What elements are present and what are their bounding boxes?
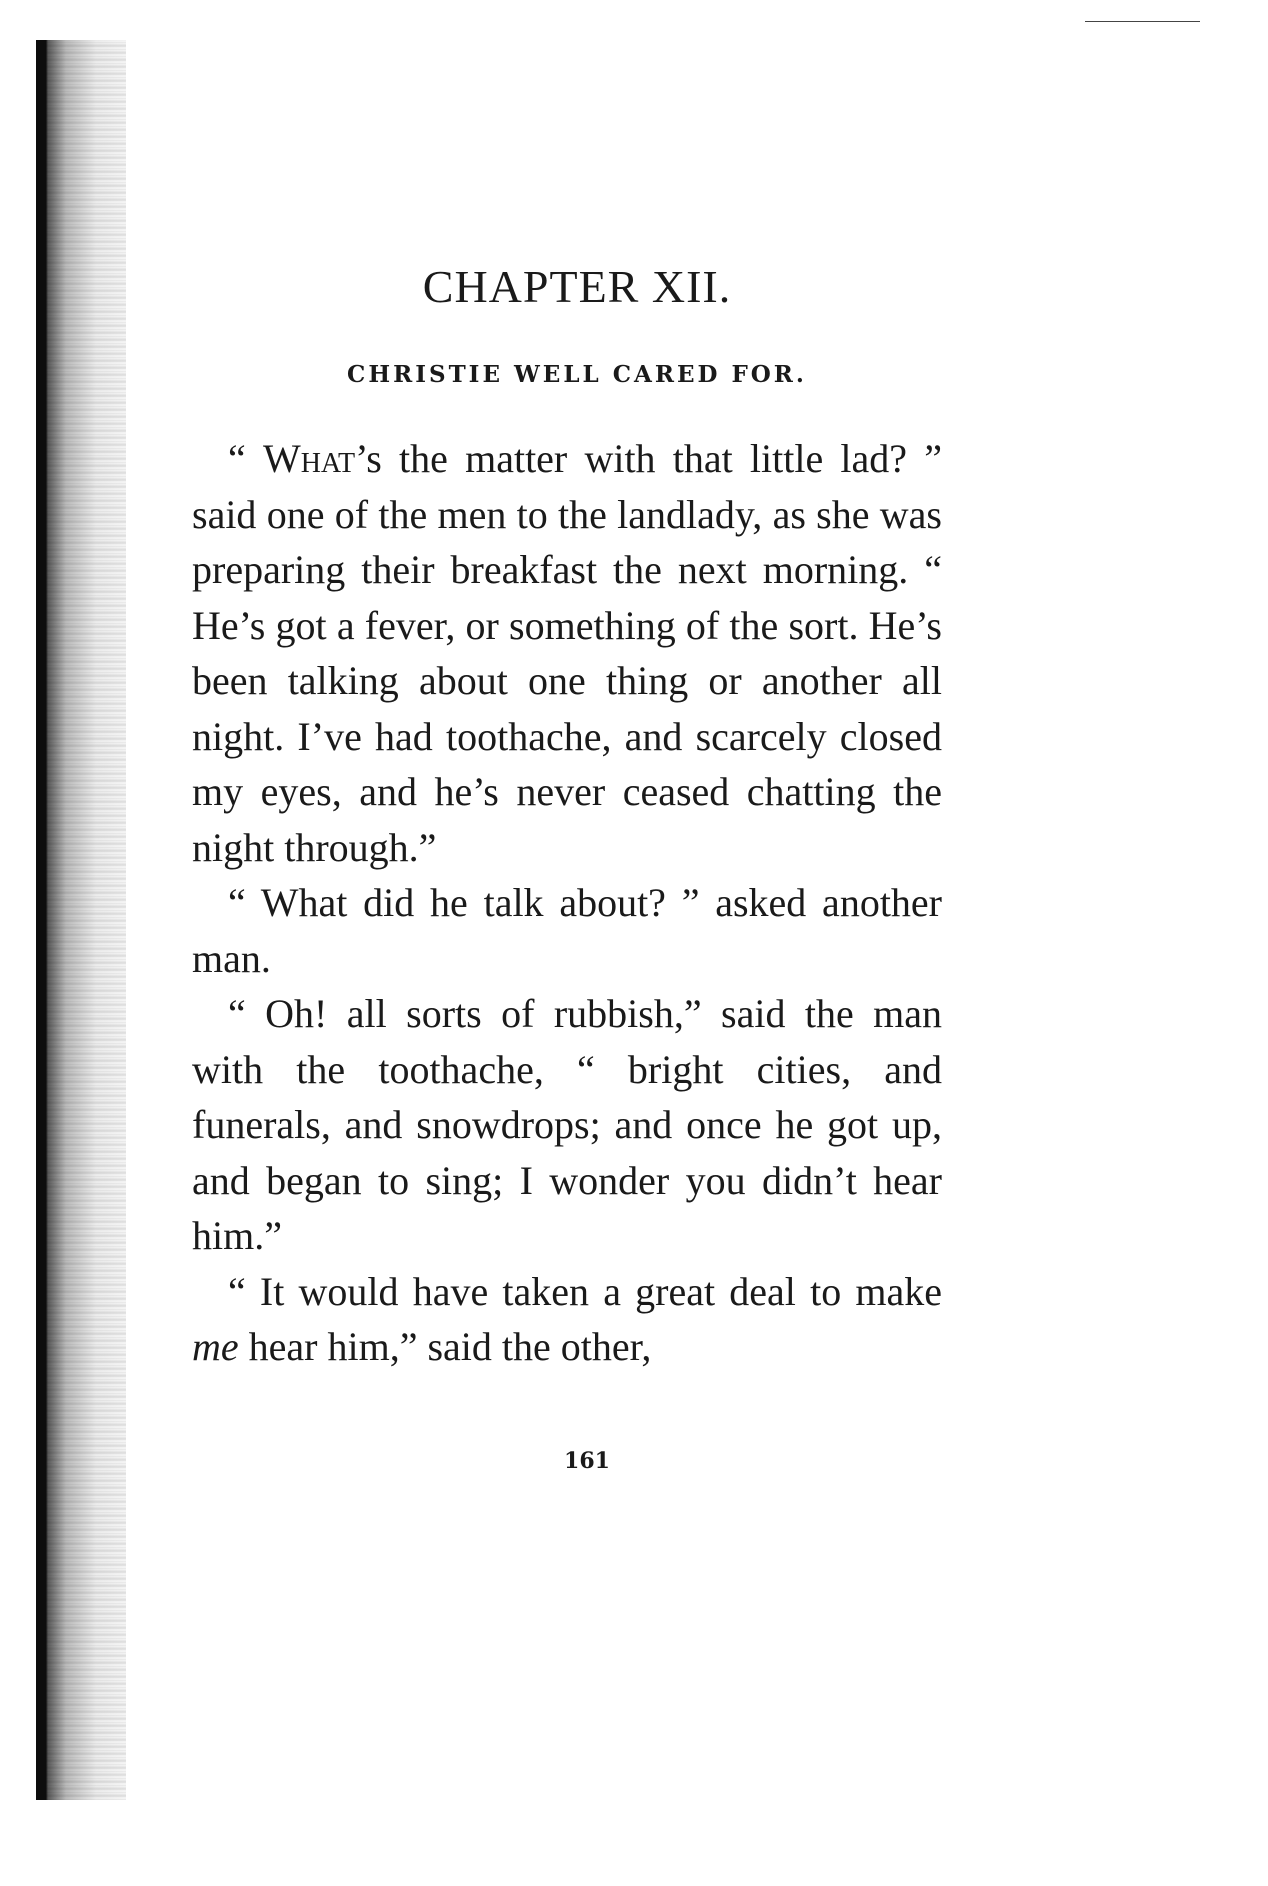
chapter-subtitle: CHRISTIE WELL CARED FOR. xyxy=(347,361,807,388)
paragraph-1 xyxy=(192,431,942,875)
paragraph-4 xyxy=(192,1264,942,1375)
page-gutter-shadow xyxy=(36,40,126,1800)
paragraph-1-text: ’s the matter with that little lad? ” said one of the men to the landlady, as she was preparing their breakfast the next morning. “ He’s got a fever, or something of the sort. He’s been talking about one thing or another all night. I’ve had toothache, and scarcely closed my eyes, and he’s never ceased chatting the night through.” xyxy=(192,436,942,870)
chapter-title: CHAPTER XII. xyxy=(422,261,732,312)
paragraph-4-text-before: “ It would have taken a great deal to make xyxy=(228,1268,942,1314)
paragraph-2: “ What did he talk about? ” asked another man. xyxy=(192,880,942,981)
paragraph-3: “ Oh! all sorts of rubbish,” said the man with the toothache, “ bright cities, and funerals, and snowdrops; and once he got up, and began to sing; I wonder you didn’t hear him.” xyxy=(192,991,942,1258)
body-text xyxy=(192,431,942,1375)
drop-word: What xyxy=(262,436,356,481)
opening-quote: “ xyxy=(228,436,263,481)
page-binding-edge xyxy=(36,40,46,1800)
book-page xyxy=(192,260,942,1474)
page-number: 161 xyxy=(564,1448,610,1474)
paragraph-4-text-after: hear him,” said the other, xyxy=(238,1324,652,1369)
top-rule xyxy=(1085,21,1200,22)
emphasis-word: me xyxy=(192,1324,239,1369)
